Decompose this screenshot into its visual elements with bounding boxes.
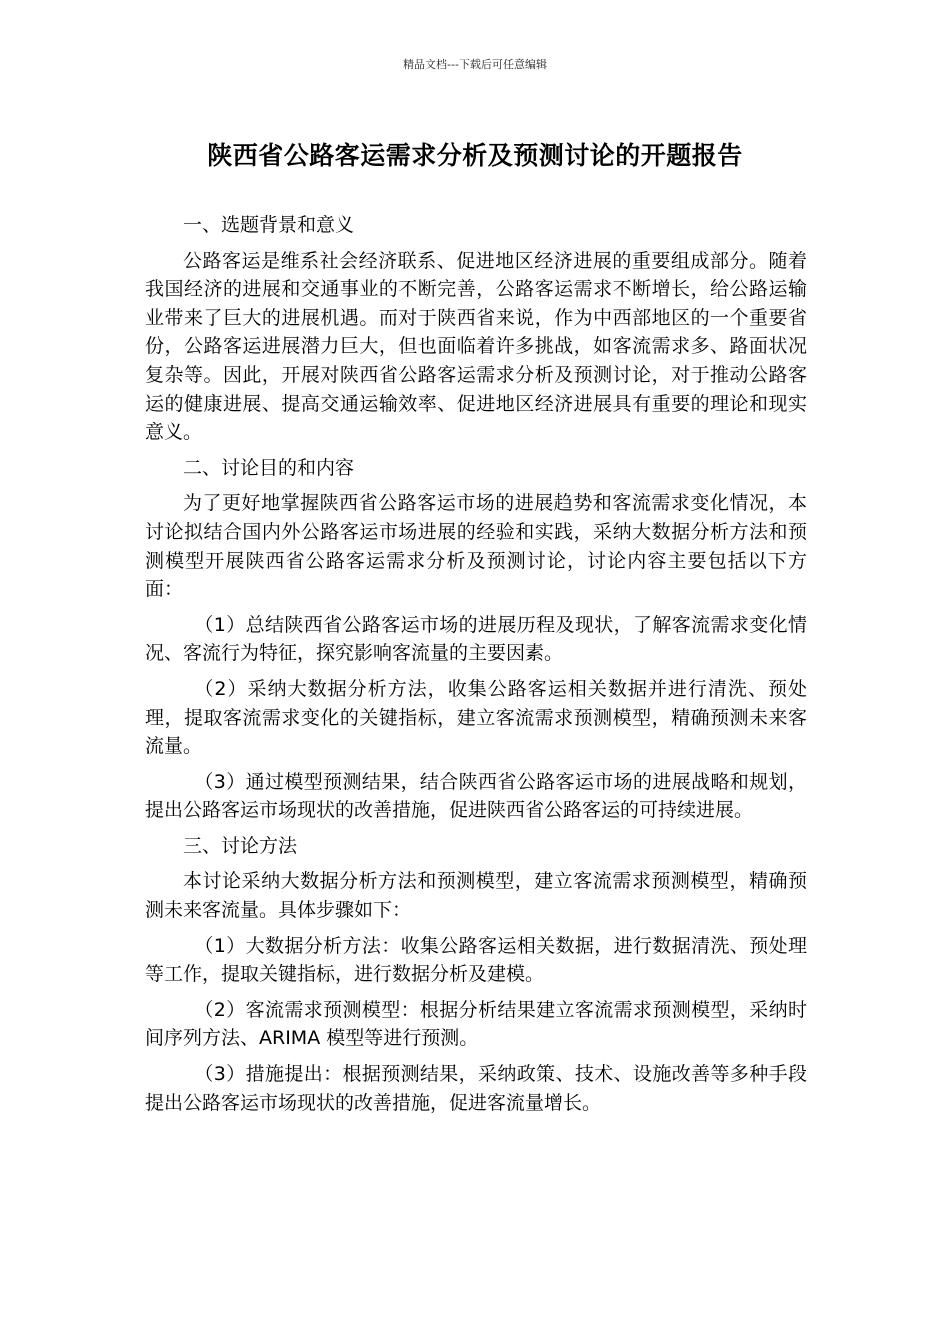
list-item: （1）总结陕西省公路客运市场的进展历程及现状，了解客流需求变化情况、客流行为特征，探究影响客流量的主要因素。 <box>145 613 807 665</box>
document-title: 陕西省公路客运需求分析及预测讨论的开题报告 <box>207 141 743 170</box>
section-heading: 三、讨论方法 <box>183 834 298 857</box>
document-body <box>145 211 807 1124</box>
body-paragraph: 公路客运是维系社会经济联系、促进地区经济进展的重要组成部分。随着我国经济的进展和交通事业的不断完善，公路客运需求不断增长，给公路运输业带来了巨大的进展机遇。而对于陕西省来说，作为中西部地区的一个重要省份，公路客运进展潜力巨大，但也面临着许多挑战，如客流需求多、路面状况复杂等。因此，开展对陕西省公路客运需求分析及预测讨论，对于推动公路客运的健康进展、提高交通运输效率、促进地区经济进展具有重要的理论和现实意义。 <box>145 249 807 444</box>
body-paragraph: 本讨论采纳大数据分析方法和预测模型，建立客流需求预测模型，精确预测未来客流量。具体步骤如下： <box>145 870 807 922</box>
list-item: （2）客流需求预测模型：根据分析结果建立客流需求预测模型，采纳时间序列方法、ARIMA 模型等进行预测。 <box>145 998 807 1050</box>
page-header: 精品文档---下载后可任意编辑 <box>403 58 547 71</box>
body-paragraph: 为了更好地掌握陕西省公路客运市场的进展趋势和客流需求变化情况，本讨论拟结合国内外公路客运市场进展的经验和实践，采纳大数据分析方法和预测模型开展陕西省公路客运需求分析及预测讨论，讨论内容主要包括以下方面： <box>145 492 807 601</box>
list-item: （2）采纳大数据分析方法，收集公路客运相关数据并进行清洗、预处理，提取客流需求变化的关键指标，建立客流需求预测模型，精确预测未来客流量。 <box>145 677 807 758</box>
section-heading: 二、讨论目的和内容 <box>183 456 355 479</box>
list-item: （3）措施提出：根据预测结果，采纳政策、技术、设施改善等多种手段提出公路客运市场现状的改善措施，促进客流量增长。 <box>145 1063 807 1114</box>
list-item: （1）大数据分析方法：收集公路客运相关数据，进行数据清洗、预处理等工作，提取关键指标，进行数据分析及建模。 <box>145 934 807 986</box>
list-item: （3）通过模型预测结果，结合陕西省公路客运市场的进展战略和规划，提出公路客运市场现状的改善措施，促进陕西省公路客运的可持续进展。 <box>145 770 807 822</box>
section-heading: 一、选题背景和意义 <box>183 214 355 236</box>
